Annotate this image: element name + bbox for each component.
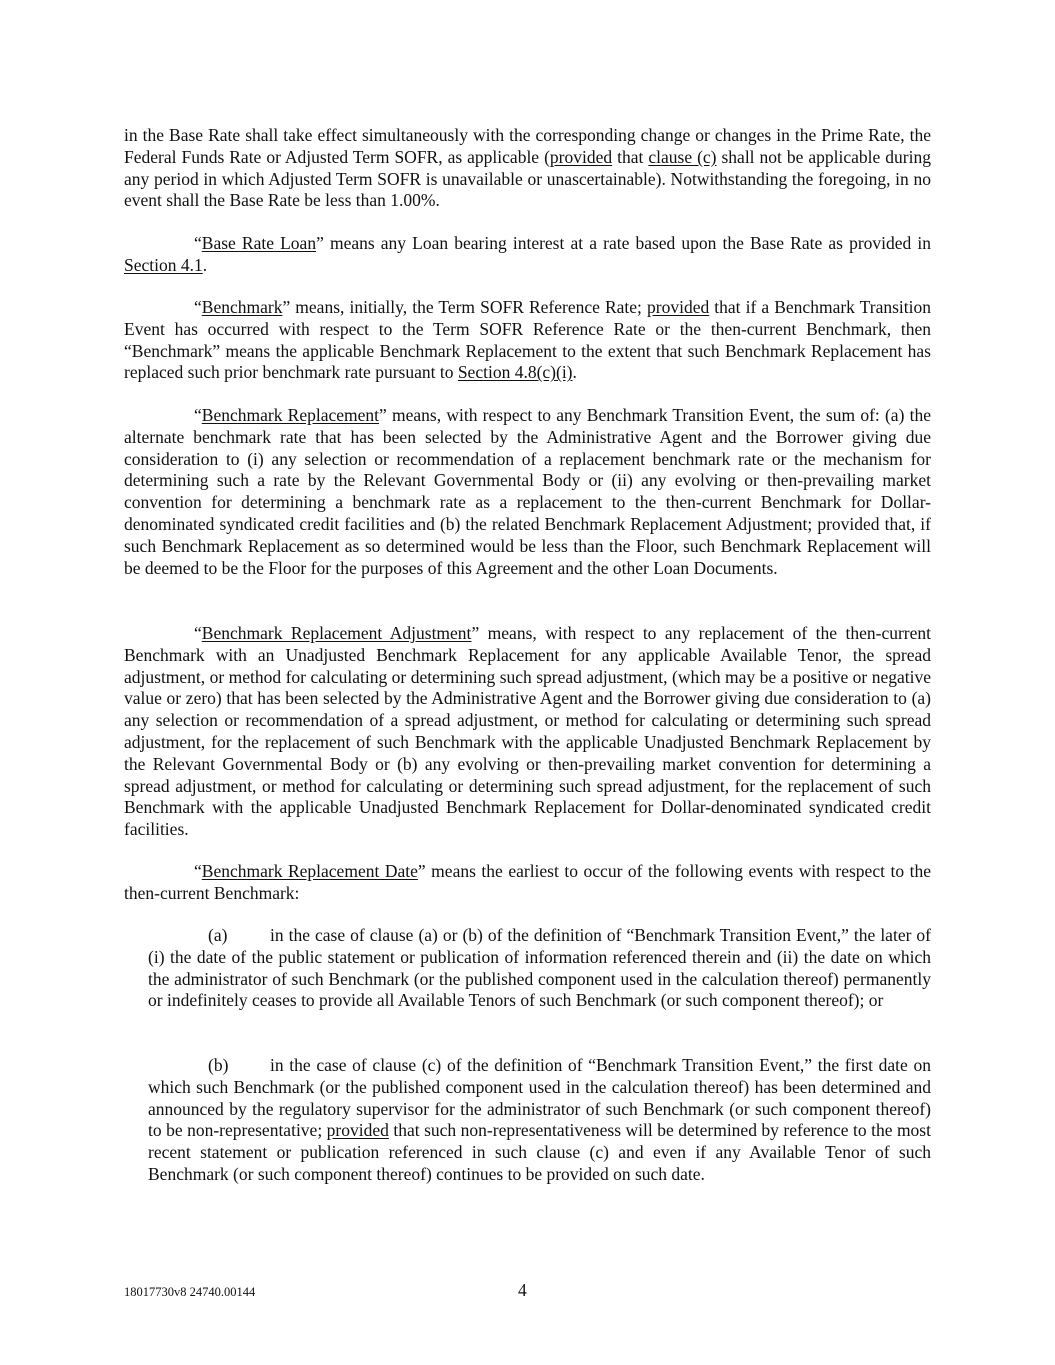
defined-term: Benchmark Replacement [201,405,380,425]
defined-term: Benchmark Replacement Adjustment [201,623,472,643]
provided-term: provided [326,1120,389,1141]
definition-benchmark-replacement-adjustment: “Benchmark Replacement Adjustment” means, with respect to any replacement of the then-current Benchmark with an Unadjusted Benchmark Replacement for any applicable Available Tenor, the spread adjustment, or method for calculating or determining such spread adjustment, (which may be a positive or negative value or zero) that has been selected by the Administrative Agent and the Borrower giving due consideration to (a) any selection or recommendation of a spread adjustment, or method for calculating or determining such spread adjustment, for the replacement of such Benchmark with the applicable Unadjusted Benchmark Replacement by the Relevant Governmental Body or (b) any evolving or then-prevailing market convention for determining a spread adjustment, or method for calculating or determining such spread adjustment, for the replacement of such Benchmark with the applicable Unadjusted Benchmark Replacement for Dollar-denominated syndicated credit facilities. [124,623,932,840]
section-reference: Section 4.1 [124,254,203,275]
clause-c-reference: clause (c) [648,146,717,167]
clause-label: (a) [208,925,228,945]
defined-term: Benchmark Replacement Date [201,861,418,881]
clause-label: (b) [208,1055,229,1075]
provided-term: provided [549,146,613,167]
clause-a: (a) in the case of clause (a) or (b) of the definition of “Benchmark Transition Event,” the later of (i) the date of the public statement or publication of information referenced therein and (ii) the date on which the administrator of such Benchmark (or the published component used in the calculation thereof) permanently or indefinitely ceases to provide all Available Tenors of such Benchmark (or such component thereof); or [148,925,931,1011]
definition-benchmark: “Benchmark” means, initially, the Term SOFR Reference Rate; provided that if a Benchmark Transition Event has occurred with respect to the Term SOFR Reference Rate or the then-current Benchmark, then “Benchmark” means the applicable Benchmark Replacement to the extent that such Benchmark Replacement has replaced such prior benchmark rate pursuant to Section 4.8(c)(i). [124,297,931,383]
provided-term: provided [647,297,710,317]
clause-b: (b) in the case of clause (c) of the definition of “Benchmark Transition Event,” the first date on which such Benchmark (or the published component used in the calculation thereof) has been determined and announced by the regulatory supervisor for the administrator of such Benchmark (or such component thereof) to be non-representative; provided that such non-representativeness will be determined by reference to the most recent statement or publication referenced in such clause (c) and even if any Available Tenor of such Benchmark (or such component thereof) continues to be provided on such date. [148,1055,931,1184]
page-number: 4 [518,1280,527,1300]
defined-term: Benchmark [201,297,283,317]
definition-benchmark-replacement: “Benchmark Replacement” means, with respect to any Benchmark Transition Event, the sum of: (a) the alternate benchmark rate that has been selected by the Administrative Agent and the Borrower giving due consideration to (i) any selection or recommendation of a replacement benchmark rate or the mechanism for determining such a rate by the Relevant Governmental Body or (ii) any evolving or then-prevailing market convention for determining a benchmark rate as a replacement to the then-current Benchmark for Dollar-denominated syndicated credit facilities and (b) the related Benchmark Replacement Adjustment; provided that, if such Benchmark Replacement as so determined would be less than the Floor, such Benchmark Replacement will be deemed to be the Floor for the purposes of this Agreement and the other Loan Documents. [124,405,932,578]
definition-base-rate-loan: “Base Rate Loan” means any Loan bearing interest at a rate based upon the Base Rate as provided in Section 4.1. [124,233,932,275]
document-id: 18017730v8 24740.00144 [124,1285,256,1299]
defined-term: Base Rate Loan [201,233,317,253]
definition-benchmark-replacement-date: “Benchmark Replacement Date” means the earliest to occur of the following events with respect to the then-current Benchmark: [124,861,931,903]
section-reference: Section 4.8(c)(i) [457,362,573,383]
paragraph-base-rate-continued: in the Base Rate shall take effect simultaneously with the corresponding change or changes in the Prime Rate, the Federal Funds Rate or Adjusted Term SOFR, as applicable (provided that clause (c) shall not be applicable during any period in which Adjusted Term SOFR is unavailable or unascertainable). Notwithstanding the foregoing, in no event shall the Base Rate be less than 1.00%. [124,125,931,211]
